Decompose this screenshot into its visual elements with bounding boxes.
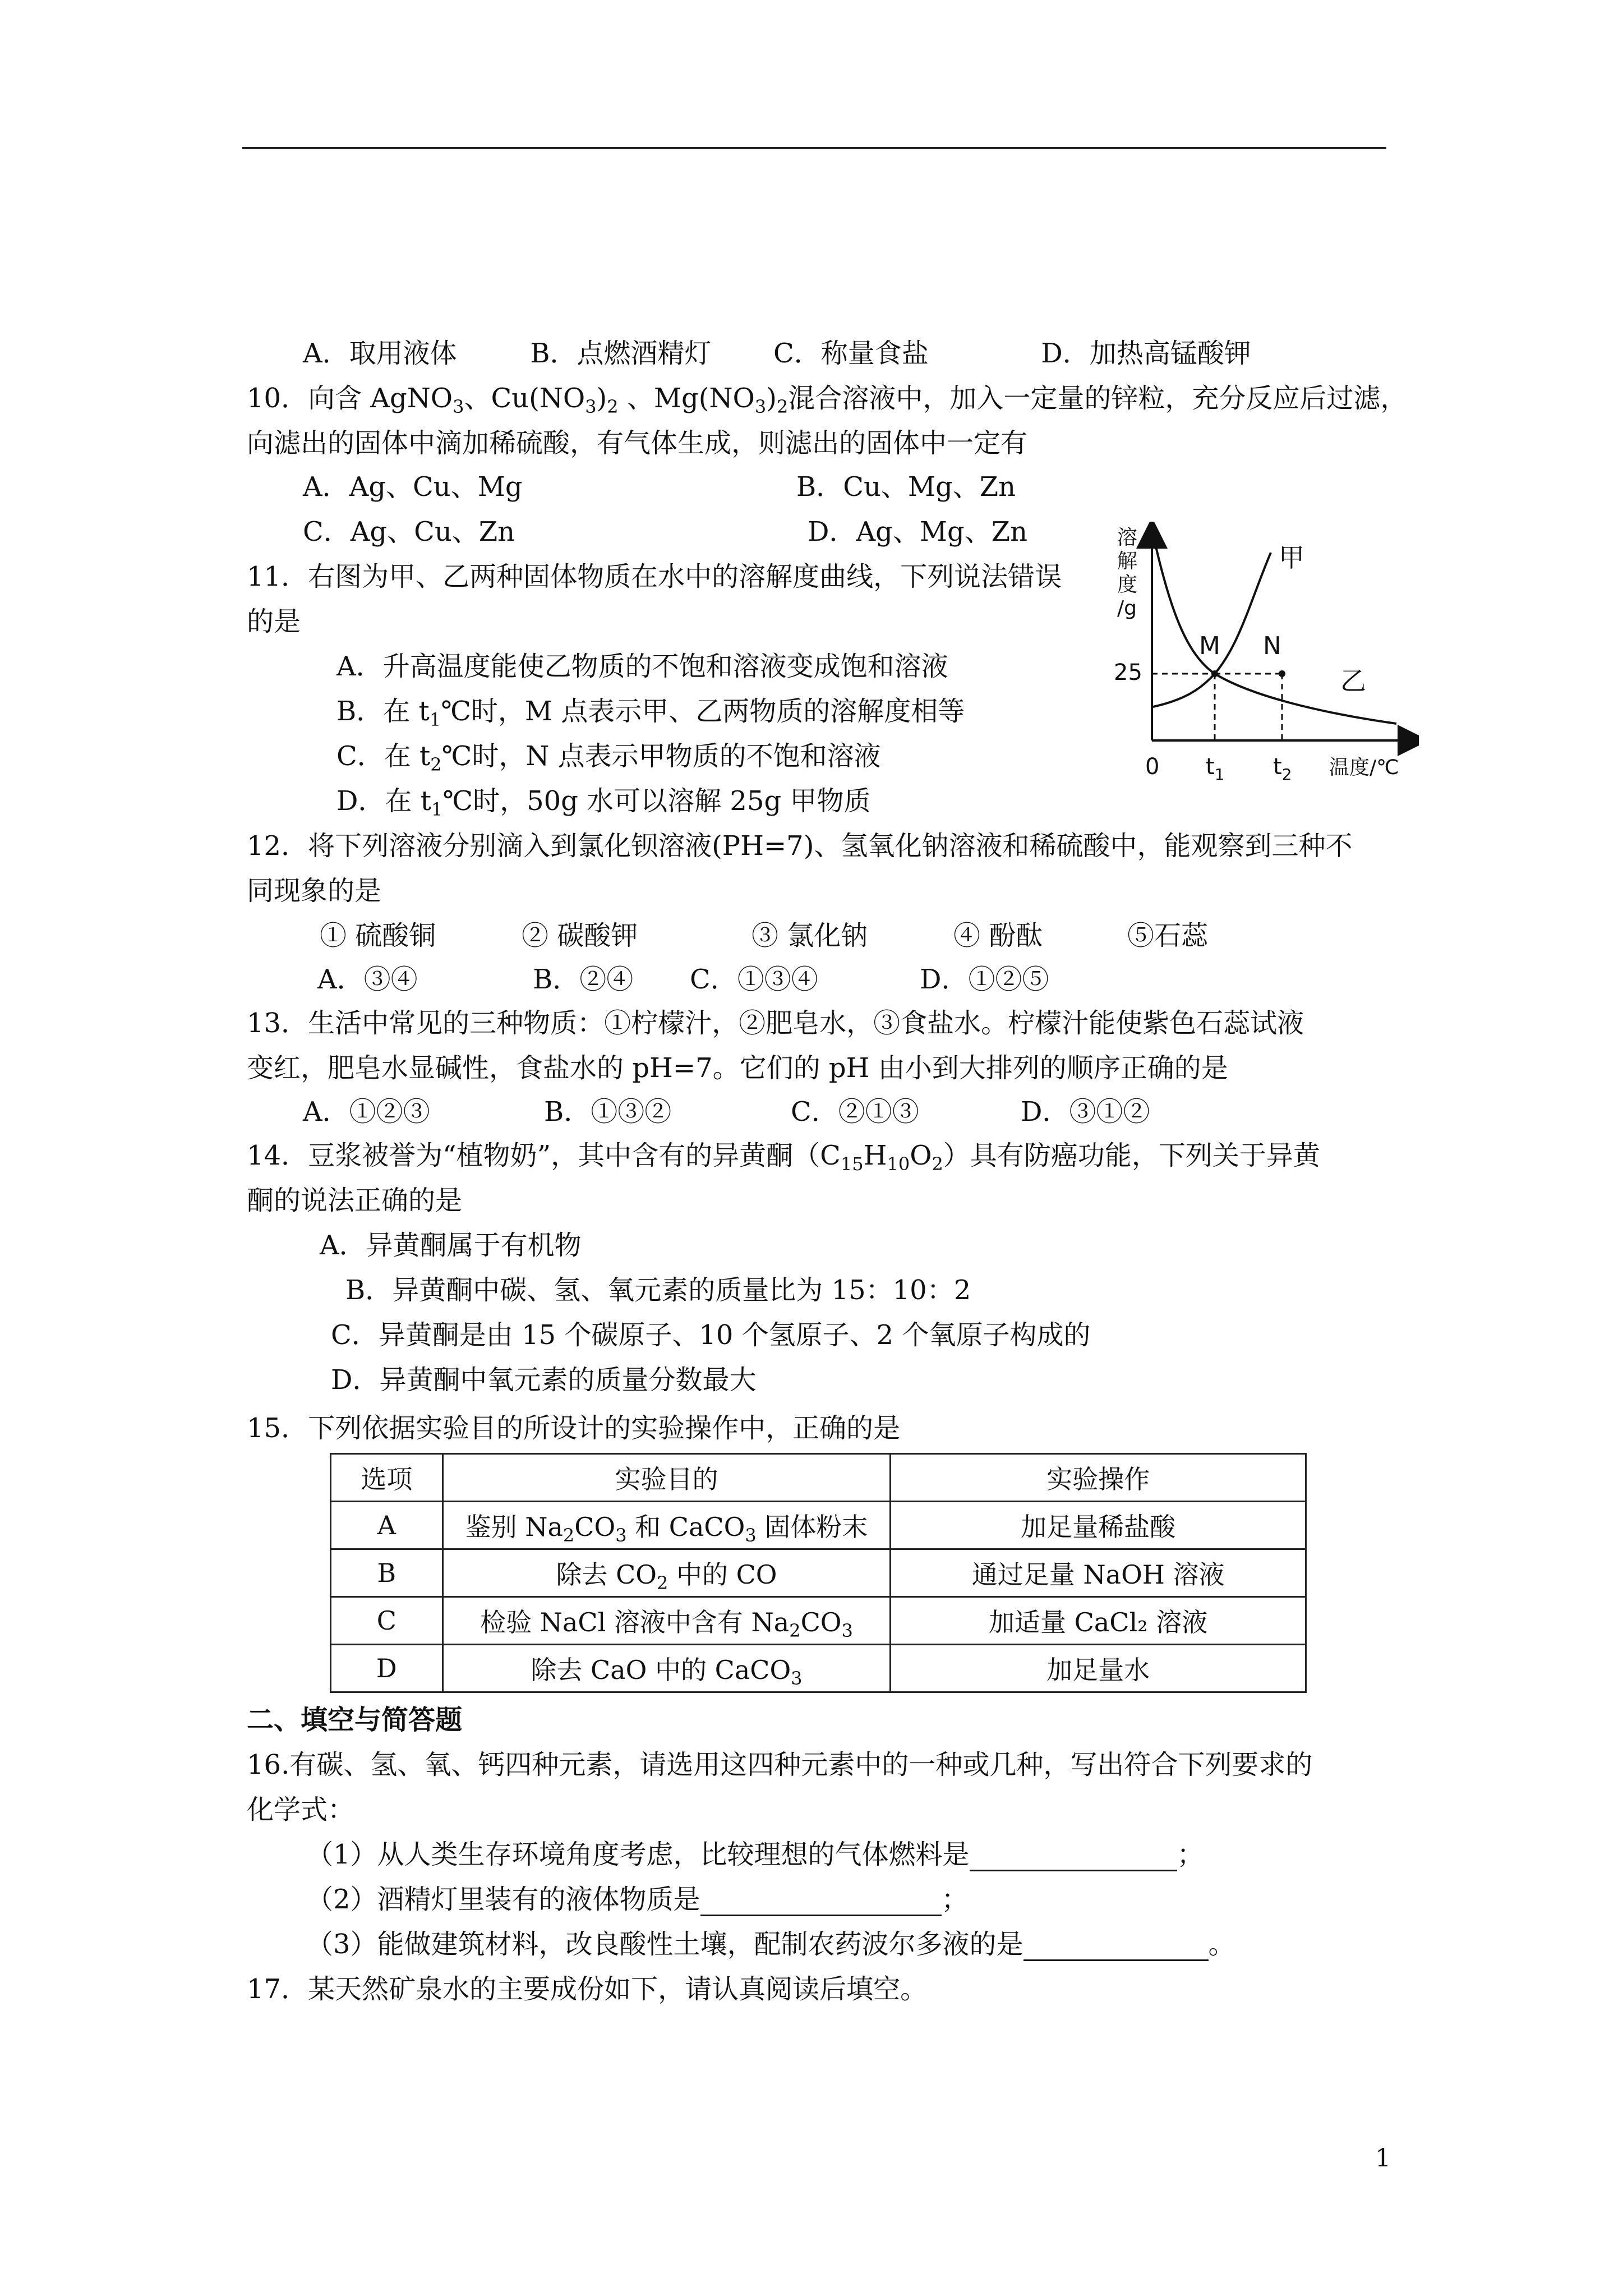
q14-option-b: B．异黄酮中碳、氢、氧元素的质量比为 15：10：2 xyxy=(345,1274,971,1306)
y-label-char-1: 溶 xyxy=(1117,526,1138,549)
q12-stem-line1: 12．将下列溶液分别滴入到氯化钡溶液(PH=7)、氢氧化钠溶液和稀硫酸中，能观察到三种不 xyxy=(247,830,1353,862)
section-2-title: 二、填空与简答题 xyxy=(247,1704,463,1736)
q12-item-5: ⑤石蕊 xyxy=(1127,920,1209,951)
q9-option-b: B．点燃酒精灯 xyxy=(530,338,712,369)
row-d-option: D xyxy=(331,1645,443,1692)
q13-option-c: C．②①③ xyxy=(791,1096,919,1128)
y-label-char-4: /g xyxy=(1117,597,1137,620)
q10-option-b: B．Cu、Mg、Zn xyxy=(796,471,1016,503)
label-n: N xyxy=(1263,632,1281,660)
q10-option-a: A．Ag、Cu、Mg xyxy=(303,471,523,503)
q16-stem-line1: 16.有碳、氢、氧、钙四种元素，请选用这四种元素中的一种或几种，写出符合下列要求的 xyxy=(247,1749,1313,1780)
q9-option-a: A．取用液体 xyxy=(303,338,457,369)
row-d-operation: 加足量水 xyxy=(891,1645,1306,1692)
row-b-operation: 通过足量 NaOH 溶液 xyxy=(891,1549,1306,1597)
page-number: 1 xyxy=(1375,2144,1391,2173)
q15-stem: 15．下列依据实验目的所设计的实验操作中，正确的是 xyxy=(247,1412,901,1444)
q10-option-c: C．Ag、Cu、Zn xyxy=(303,516,515,547)
header-operation: 实验操作 xyxy=(891,1454,1306,1502)
q11-stem-line2: 的是 xyxy=(247,606,301,637)
y-label-char-3: 度 xyxy=(1117,573,1138,596)
row-c-option: C xyxy=(331,1597,443,1645)
x-tick-t1: $t_1$ xyxy=(1206,754,1225,784)
row-c-operation: 加适量 CaCl₂ 溶液 xyxy=(891,1597,1306,1645)
q12-item-1: ① 硫酸铜 xyxy=(320,920,436,951)
point-n xyxy=(1279,670,1285,677)
table-row xyxy=(331,1597,1306,1645)
q11-option-a: A．升高温度能使乙物质的不饱和溶液变成饱和溶液 xyxy=(336,651,948,682)
header-option: 选项 xyxy=(331,1454,443,1502)
q15-table xyxy=(330,1453,1307,1693)
q11-option-b: B．在 $t_1℃$时，M 点表示甲、乙两物质的溶解度相等 xyxy=(336,696,965,730)
q12-item-2: ② 碳酸钾 xyxy=(522,920,638,951)
q11-option-d: D．在 $t_1℃$时，50g 水可以溶解 25g 甲物质 xyxy=(336,785,871,820)
q14-option-d: D．异黄酮中氧元素的质量分数最大 xyxy=(331,1364,757,1396)
y-label-char-2: 解 xyxy=(1117,550,1138,573)
q13-option-d: D．③①② xyxy=(1021,1096,1150,1128)
q12-item-3: ③ 氯化钠 xyxy=(751,920,868,951)
q16-blank-3[interactable] xyxy=(1023,1932,1209,1961)
table-header-row xyxy=(331,1454,1306,1502)
label-jia: 甲 xyxy=(1279,542,1304,573)
q14-stem-line2: 酮的说法正确的是 xyxy=(247,1185,463,1216)
row-d-purpose: 除去 CaO 中的 CaCO$_3$ xyxy=(442,1645,891,1692)
point-m xyxy=(1211,670,1218,677)
row-a-operation: 加足量稀盐酸 xyxy=(891,1502,1306,1549)
row-b-option: B xyxy=(331,1549,443,1597)
q11-option-c: C．在 $t_2℃$时，N 点表示甲物质的不饱和溶液 xyxy=(336,740,881,775)
q13-option-a: A．①②③ xyxy=(303,1096,430,1128)
q16-item-1: （1）从人类生存环境角度考虑，比较理想的气体燃料是 ； xyxy=(306,1839,1204,1870)
table-row xyxy=(331,1549,1306,1597)
q16-blank-2[interactable] xyxy=(700,1888,942,1916)
header-rule xyxy=(242,147,1386,149)
label-yi: 乙 xyxy=(1340,666,1366,696)
table-row xyxy=(331,1502,1306,1549)
q9-option-d: D．加热高锰酸钾 xyxy=(1041,338,1251,369)
q10-stem-line1: 10．向含 AgNO$_3$、$Cu(NO_3)_2$ 、$Mg(NO_3)_2$混合溶液中，加入一定量的锌粒，充分反应后过滤， xyxy=(247,383,1408,417)
x-tick-t2: $t_2$ xyxy=(1273,754,1292,784)
q13-stem-line1: 13．生活中常见的三种物质：①柠檬汁，②肥皂水，③食盐水。柠檬汁能使紫色石蕊试液 xyxy=(247,1007,1304,1039)
q16-item-2: （2）酒精灯里装有的液体物质是 ； xyxy=(306,1884,969,1915)
q12-option-b: B．②④ xyxy=(533,964,634,995)
q12-stem-line2: 同现象的是 xyxy=(247,875,382,907)
q9-options xyxy=(303,337,1251,370)
q14-option-c: C．异黄酮是由 15 个碳原子、10 个氢原子、2 个氧原子构成的 xyxy=(331,1319,1091,1351)
q17-stem: 17．某天然矿泉水的主要成份如下，请认真阅读后填空。 xyxy=(247,1973,928,2005)
row-a-option: A xyxy=(331,1502,443,1549)
table-row xyxy=(331,1645,1306,1692)
x-axis-label: 温度/℃ xyxy=(1329,756,1399,779)
origin-label: 0 xyxy=(1145,754,1160,780)
q14-option-a: A．异黄酮属于有机物 xyxy=(320,1230,582,1261)
curve-jia xyxy=(1153,553,1271,707)
q10-option-d: D．Ag、Mg、Zn xyxy=(808,516,1028,547)
label-m: M xyxy=(1199,632,1220,660)
y-tick-25: 25 xyxy=(1114,660,1142,685)
q11-stem-line1: 11．右图为甲、乙两种固体物质在水中的溶解度曲线，下列说法错误 xyxy=(247,561,1062,592)
q16-blank-1[interactable] xyxy=(970,1843,1177,1871)
q14-stem-line1: 14．豆浆被誉为“植物奶”，其中含有的异黄酮$(C_{15}H_{10}O_2)$具有防癌功能，下列关于异黄 xyxy=(247,1140,1320,1175)
q12-option-d: D．①②⑤ xyxy=(920,964,1049,995)
q12-option-c: C．①③④ xyxy=(690,964,818,995)
q12-item-4: ④ 酚酞 xyxy=(953,920,1043,951)
row-a-purpose: 鉴别 $Na_2CO_3$ 和 CaCO$_3$ 固体粉末 xyxy=(442,1502,891,1549)
q16-stem-line2: 化学式： xyxy=(247,1794,355,1825)
solubility-curve-graph xyxy=(1105,522,1419,797)
q10-stem-line2: 向滤出的固体中滴加稀硫酸，有气体生成，则滤出的固体中一定有 xyxy=(247,427,1028,459)
row-b-purpose: 除去 $CO_2$ 中的 CO xyxy=(442,1549,891,1597)
q13-option-b: B．①③② xyxy=(544,1096,672,1128)
q9-option-c: C．称量食盐 xyxy=(773,338,929,369)
q16-item-3: （3）能做建筑材料，改良酸性土壤，配制农药波尔多液的是 。 xyxy=(306,1929,1235,1960)
header-purpose: 实验目的 xyxy=(442,1454,891,1502)
q13-stem-line2: 变红，肥皂水显碱性，食盐水的 pH=7。它们的 pH 由小到大排列的顺序正确的是 xyxy=(247,1052,1228,1084)
q12-option-a: A．③④ xyxy=(317,964,418,995)
row-c-purpose: 检验 NaCl 溶液中含有 $Na_2CO_3$ xyxy=(442,1597,891,1645)
